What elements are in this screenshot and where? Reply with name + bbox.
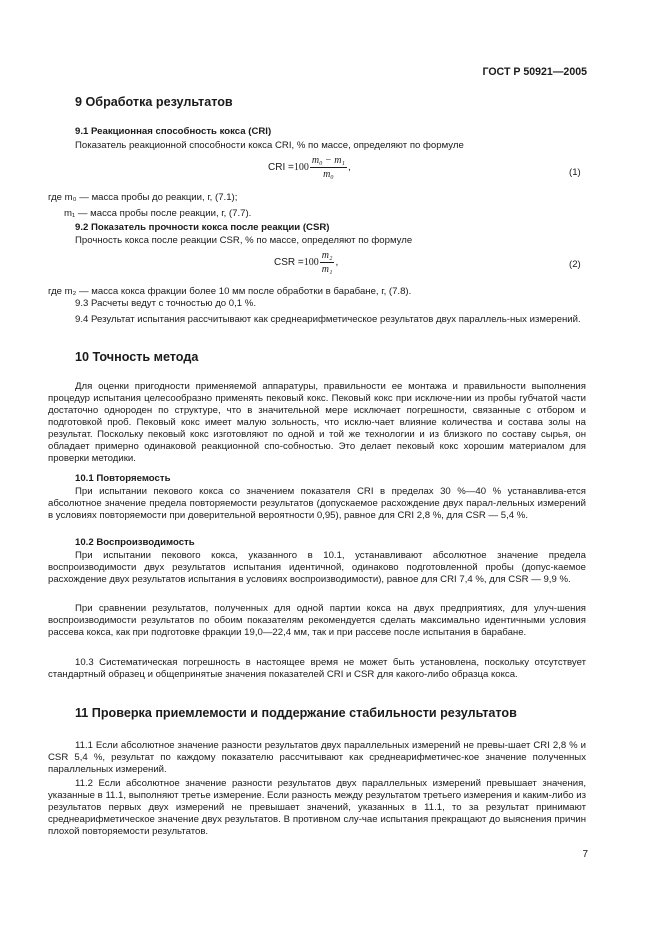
- formula-csr-lhs: CSR =: [274, 257, 304, 268]
- section-10-title: 10 Точность метода: [75, 350, 199, 364]
- formula-csr-denominator: m₁: [321, 264, 333, 275]
- formula-cri-fraction: [310, 155, 347, 180]
- formula-csr-numerator: m₂: [321, 250, 333, 261]
- formula-csr-comma: ,: [335, 257, 339, 268]
- subsection-11-1: 11.1 Если абсолютное значение разности результатов двух параллельных измерений не превы-шает CRI 2,8 % и CSR 5,4 %, результат по каждому показателю рассчитывают как среднеарифметичес-кое значение полученных параллельных измерений.: [48, 740, 586, 775]
- section-9-title: 9 Обработка результатов: [75, 95, 233, 109]
- subsection-9-1-title: 9.1 Реакционная способность кокса (CRI): [75, 126, 272, 137]
- where-m1: m₁ — масса пробы после реакции, г, (7.7).: [64, 208, 252, 219]
- subsection-9-4: 9.4 Результат испытания рассчитывают как среднеарифметическое результатов двух параллель-ных измерений.: [75, 314, 581, 325]
- page-number: 7: [582, 849, 588, 860]
- formula-csr-fraction: [320, 250, 335, 275]
- formula-csr: [274, 250, 338, 275]
- subsection-10-3: 10.3 Систематическая погрешность в настоящее время не может быть установлена, поскольку отсутствует стандартный образец и общепринятые значения показателей CRI и CSR для какого-либо образца кокса.: [48, 657, 586, 680]
- where-m2: где m₂ — масса кокса фракции более 10 мм после обработки в барабане, г, (7.8).: [48, 286, 412, 297]
- subsection-10-1-title: 10.1 Повторяемость: [75, 473, 171, 484]
- subsection-9-1-text: Показатель реакционной способности кокса CRI, % по массе, определяют по формуле: [75, 140, 464, 151]
- document-id: ГОСТ Р 50921—2005: [482, 66, 587, 78]
- subsection-10-2-text-1: При испытании пекового кокса, указанного в 10.1, устанавливают абсолютное значение предела воспроизводимости двух результатов испытания идентичной, одинаково подготовленной пробы (допус-каемое расхождение двух результатов испытания в условиях воспроизводимости), равное для CRI 7,4 %, для CSR — 9,9 %.: [48, 550, 586, 585]
- formula-cri-denominator: m₀: [323, 169, 334, 180]
- subsection-10-1-text: При испытании пекового кокса со значением показателя CRI в пределах 30 %—40 % устанавлива-ется абсолютное значение предела повторяемости результатов (допускаемое расхождение двух парал-лельных измерений в условиях повторяемости при доверительной вероятности 0,95), равное для CRI 2,8 %, для CSR — 5,4 %.: [48, 486, 586, 521]
- formula-csr-coef: 100: [303, 257, 319, 268]
- subsection-9-3: 9.3 Расчеты ведут с точностью до 0,1 %.: [75, 298, 256, 309]
- section-11-title: 11 Проверка приемлемости и поддержание стабильности результатов: [75, 706, 517, 720]
- subsection-10-2-title: 10.2 Воспроизводимость: [75, 537, 195, 548]
- equation-number-1: (1): [569, 167, 581, 178]
- subsection-10-2-text-2: При сравнении результатов, полученных для одной партии кокса на двух предприятиях, для улуч-шения воспроизводимости результатов по обоим показателям рекомендуется сделать максимально идентичными условия рассева кокса, как при подготовке фракции 19,0—22,4 мм, так и при рассеве после испытания в барабане.: [48, 603, 586, 638]
- formula-cri-coef: 100: [293, 162, 309, 173]
- subsection-9-2-text: Прочность кокса после реакции CSR, % по массе, определяют по формуле: [75, 235, 413, 246]
- section-10-intro: Для оценки пригодности применяемой аппаратуры, правильности ее монтажа и правильности выполнения процедур испытания целесообразно применять пековый кокс. Пековый кокс при исключе-нии из пробы губчатой части достаточно однороден по структуре, что в значительной мере исключает погрешности, связанные с отбором и подготовкой проб. Пековый кокс имеет малую зольность, что исклю-чает влияние количества и состава золы на результат. Поскольку пековый кокс изготовляют по одной и той же технологии и из близкого по составу сырья, он обладает примерно одинаковой реакционной спо-собностью. Это делает пековый кокс хорошим материалом для проверки методики.: [48, 381, 586, 464]
- formula-cri-comma: ,: [348, 162, 351, 173]
- where-m0: где m₀ — масса пробы до реакции, г, (7.1);: [48, 192, 238, 203]
- formula-cri: [268, 155, 351, 180]
- formula-cri-lhs: CRI =: [268, 162, 294, 173]
- equation-number-2: (2): [569, 259, 581, 270]
- formula-cri-numerator: m₀ − m₁: [311, 155, 345, 166]
- subsection-11-2: 11.2 Если абсолютное значение разности результатов двух параллельных измерений превышает значения, указанные в 11.1, выполняют третье измерение. Если разность между результатом третьего измерения и каким-либо из результатов первых двух измерений не превышает значений, указанных в 11.1, то за результат принимают среднеарифметическое значение двух результатов. В противном слу-чае испытания прекращают до выяснения причин плохой повторяемости результатов.: [48, 778, 586, 837]
- subsection-9-2-title: 9.2 Показатель прочности кокса после реакции (CSR): [75, 222, 330, 233]
